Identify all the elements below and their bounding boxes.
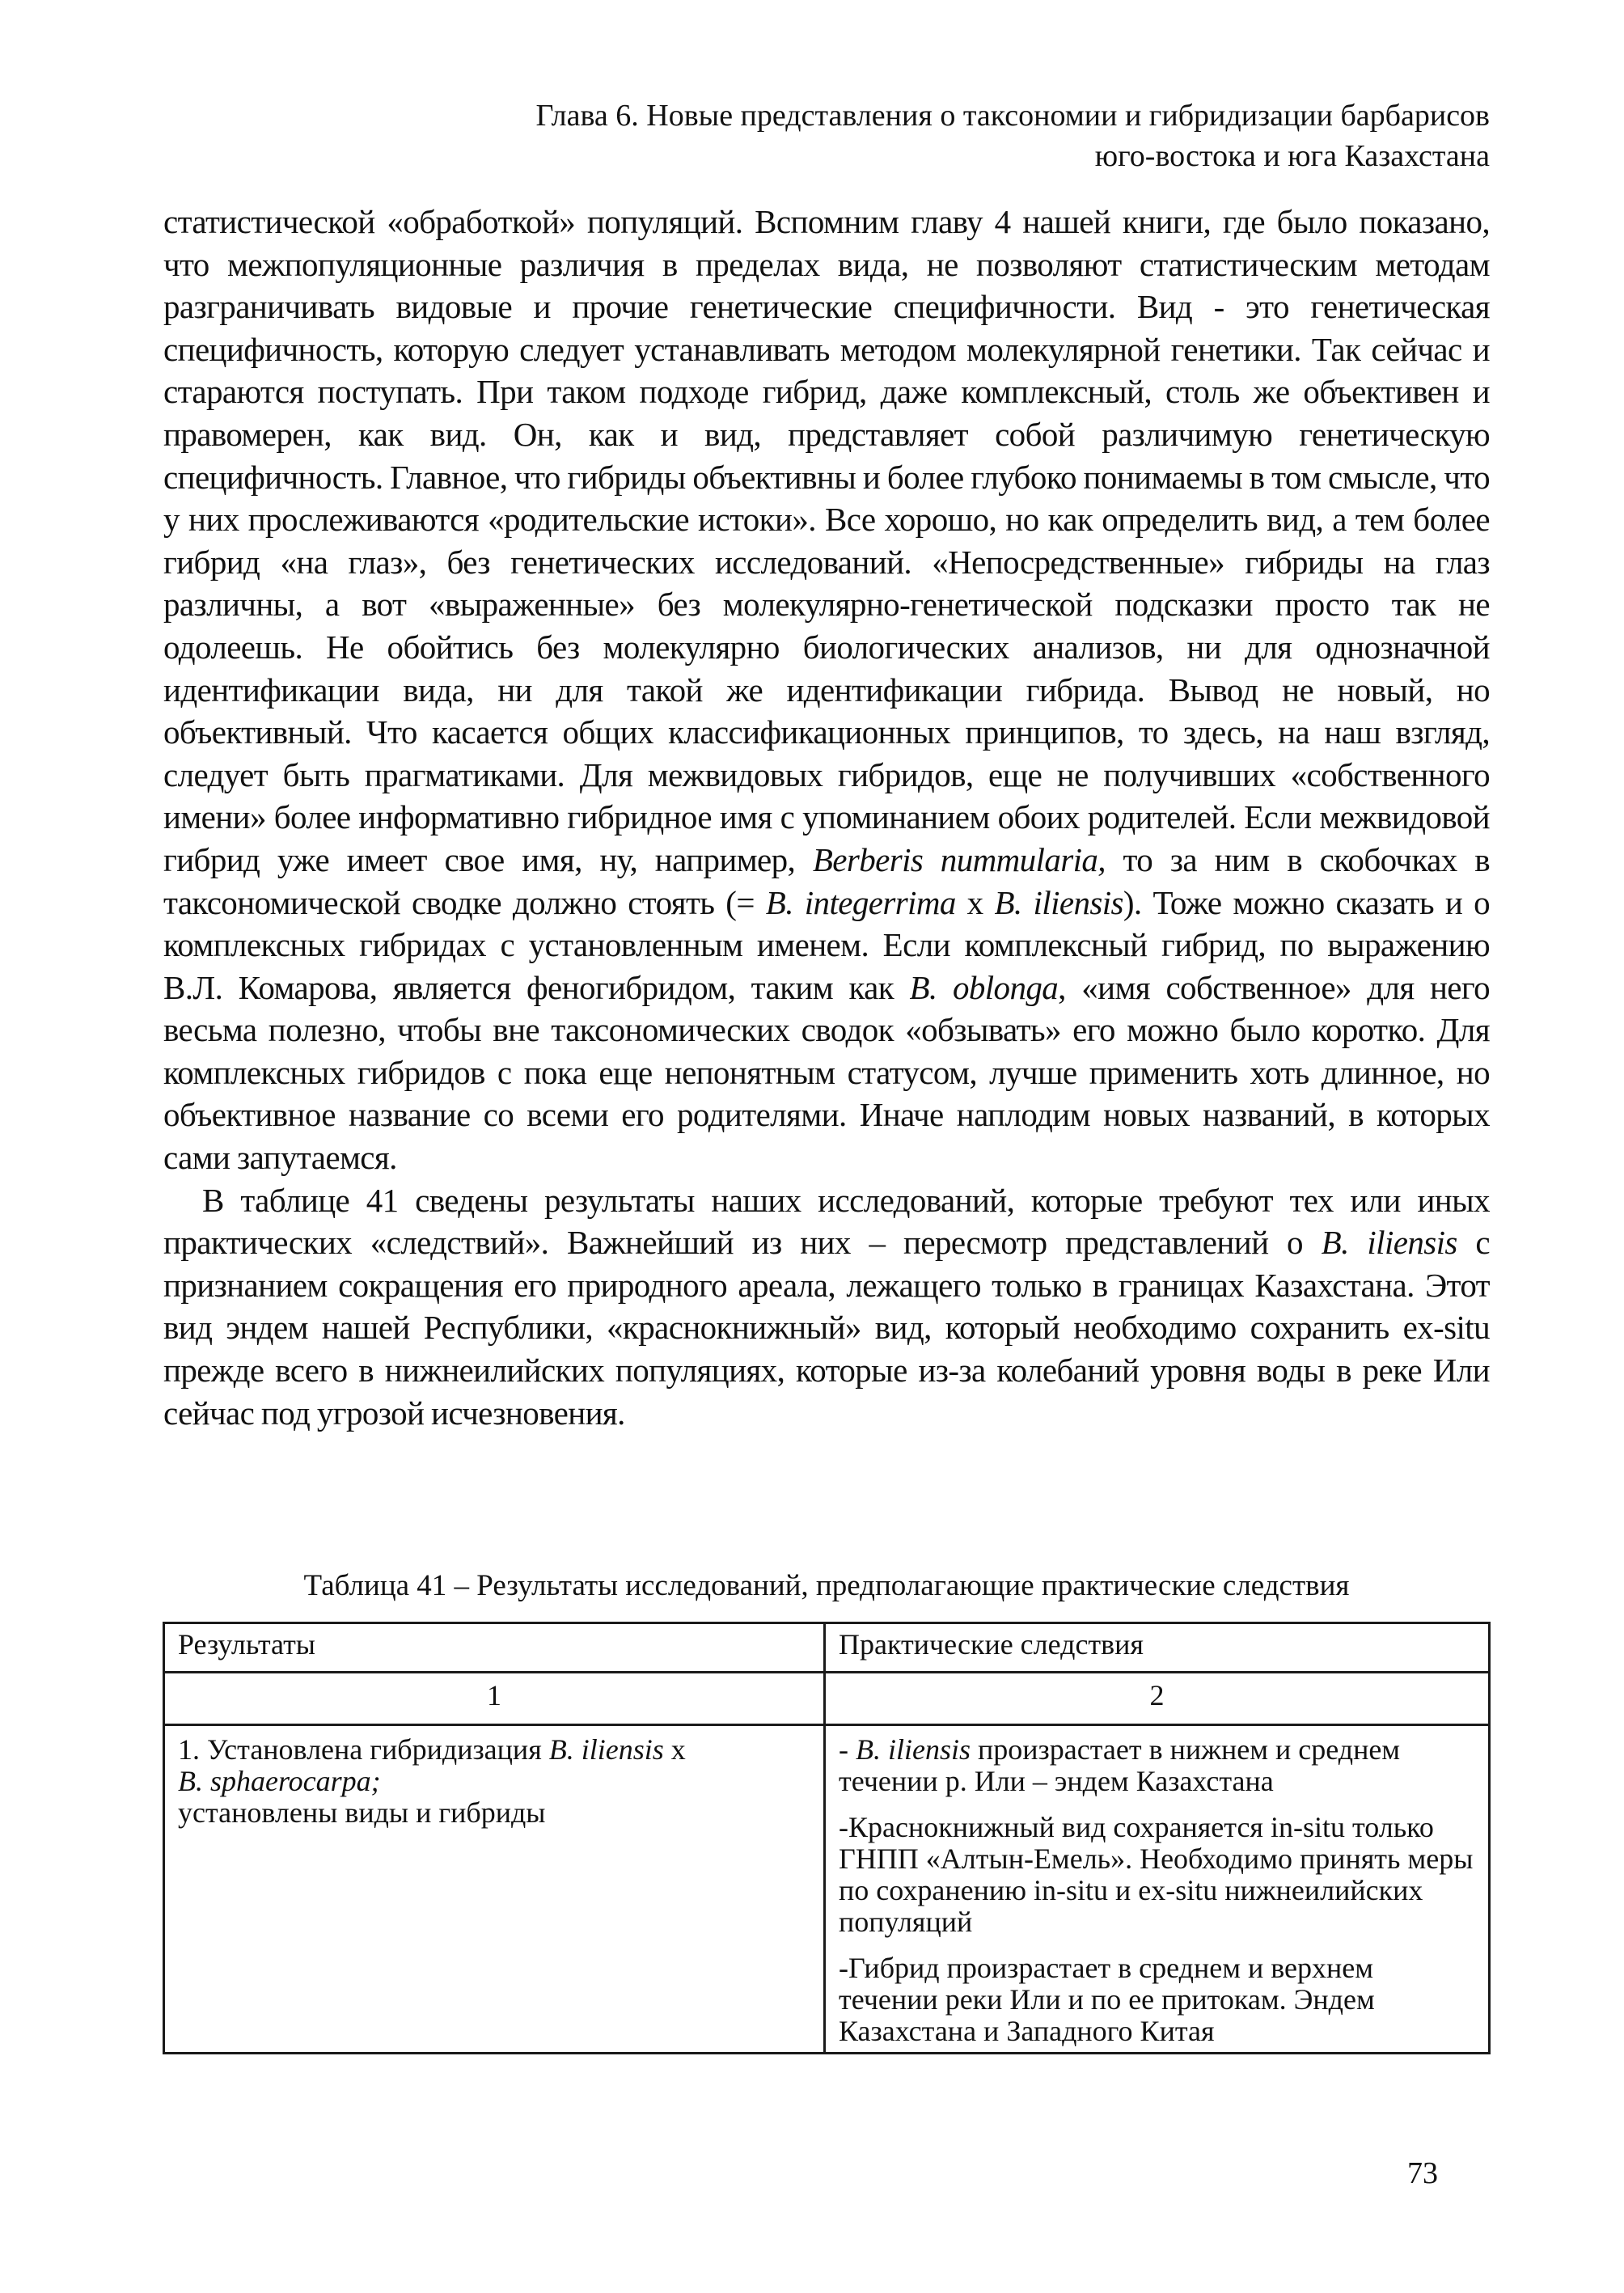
species-name: B. iliensis	[548, 1733, 664, 1766]
species-name: B. sphaerocarpa;	[178, 1765, 381, 1797]
table-row	[164, 1725, 1490, 2054]
paragraph-1: статистической «обработкой» популяций. Вспомним главу 4 нашей книги, где было показано, что межпопуляционные различия в пределах вида, не позволяют статистическим методам разграничивать видовые и прочие генетические специфичности. Вид - это генетическая специфичность, которую следует устанавливать методом молекулярной генетики. Так сейчас и стараются поступать. При таком подходе гибрид, даже комплексный, столь же объективен и правомерен, как вид. Он, как и вид, представляет собой различимую генетическую специфичность. Главное, что гибриды объективны и более глубоко понимаемы в том смысле, что у них прослеживаются «родительские истоки». Все хорошо, но как определить вид, а тем более гибрид «на глаз», без генетических исследований. «Непосредственные» гибриды на глаз различны, а вот «выраженные» без молекулярно-генетической подсказки просто так не одолеешь. Не обойтись без молекулярно биологических анализов, ни для однозначной идентификации вида, ни для такой же идентификации гибрида. Вывод не новый, но объективный. Что касается общих классификационных принципов, то здесь, на наш взгляд, следует быть прагматиками. Для межвидовых гибридов, еще не получивших «собственного имени» более информативно гибридное имя с упоминанием обоих родителей. Если межвидовой гибрид уже имеет свое имя, ну, например, Berberis nummularia, то за ним в скобочках в таксономической сводке должно стоять (= B. integerrima x B. iliensis). Тоже можно сказать и о комплексных гибридах с установленным именем. Если комплексный гибрид, по выражению В.Л. Комарова, является феногибридом, таким как B. oblonga, «имя собственное» для него весьма полезно, чтобы вне таксономических сводок «обзывать» его можно было коротко. Для комплексных гибридов с пока еще непонятным статусом, лучше применить хоть длинное, но объективное название со всеми его родителями. Иначе наплодим новых названий, в которых сами запутаемся.	[163, 203, 1491, 1177]
column-header-consequences: Практические следствия	[825, 1623, 1490, 1673]
page-number: 73	[1407, 2156, 1438, 2190]
consequence-item: -Краснокнижный вид сохраняется in-situ только ГНПП «Алтын-Емель». Необходимо принять меры по сохранению in-situ и ex-situ нижнеилийских популяций	[839, 1811, 1474, 1938]
results-table	[163, 1622, 1491, 2054]
consequences-cell	[825, 1725, 1490, 2054]
paragraph-2: В таблице 41 сведены результаты наших исследований, которые требуют тех или иных практических «следствий». Важнейший из них – пересмотр представлений о B. iliensis с признанием сокращения его природного ареала, лежащего только в границах Казахстана. Этот вид эндем нашей Республики, «краснокнижный» вид, который необходимо сохранить ex-situ прежде всего в нижнеилийских популяциях, которые из-за колебаний уровня воды в реке Или сейчас под угрозой исчезновения.	[163, 1181, 1491, 1432]
species-name: B. integerrima	[765, 883, 956, 921]
species-name: Berberis nummularia,	[812, 840, 1106, 878]
species-name: B. iliensis	[994, 883, 1123, 921]
running-head-line-1: Глава 6. Новые представления о таксономии и гибридизации барбарисов	[535, 99, 1490, 133]
result-cell: 1. Установлена гибридизация B. iliensis x B. sphaerocarpa; установлены виды и гибриды	[164, 1725, 825, 2054]
table-header-row	[164, 1623, 1490, 1673]
column-header-results: Результаты	[164, 1623, 825, 1673]
species-name: B. iliensis	[1321, 1224, 1457, 1262]
table-caption: Таблица 41 – Результаты исследований, предполагающие практические следствия	[303, 1569, 1350, 1602]
consequence-item: -Гибрид произрастает в среднем и верхнем течении реки Или и по ее притокам. Эндем Казахстана и Западного Китая	[839, 1952, 1375, 2047]
species-name: B. iliensis	[856, 1733, 971, 1766]
running-head	[438, 95, 1490, 176]
species-name: B. oblonga	[909, 968, 1059, 1006]
body-text	[163, 201, 1490, 1434]
column-number-2: 2	[825, 1673, 1490, 1725]
column-number-row	[164, 1673, 1490, 1725]
running-head-line-2: юго-востока и юга Казахстана	[1094, 139, 1490, 173]
consequence-item: - B. iliensis произрастает в нижнем и среднем течении р. Или – эндем Казахстана	[839, 1733, 1401, 1797]
column-number-1: 1	[164, 1673, 825, 1725]
